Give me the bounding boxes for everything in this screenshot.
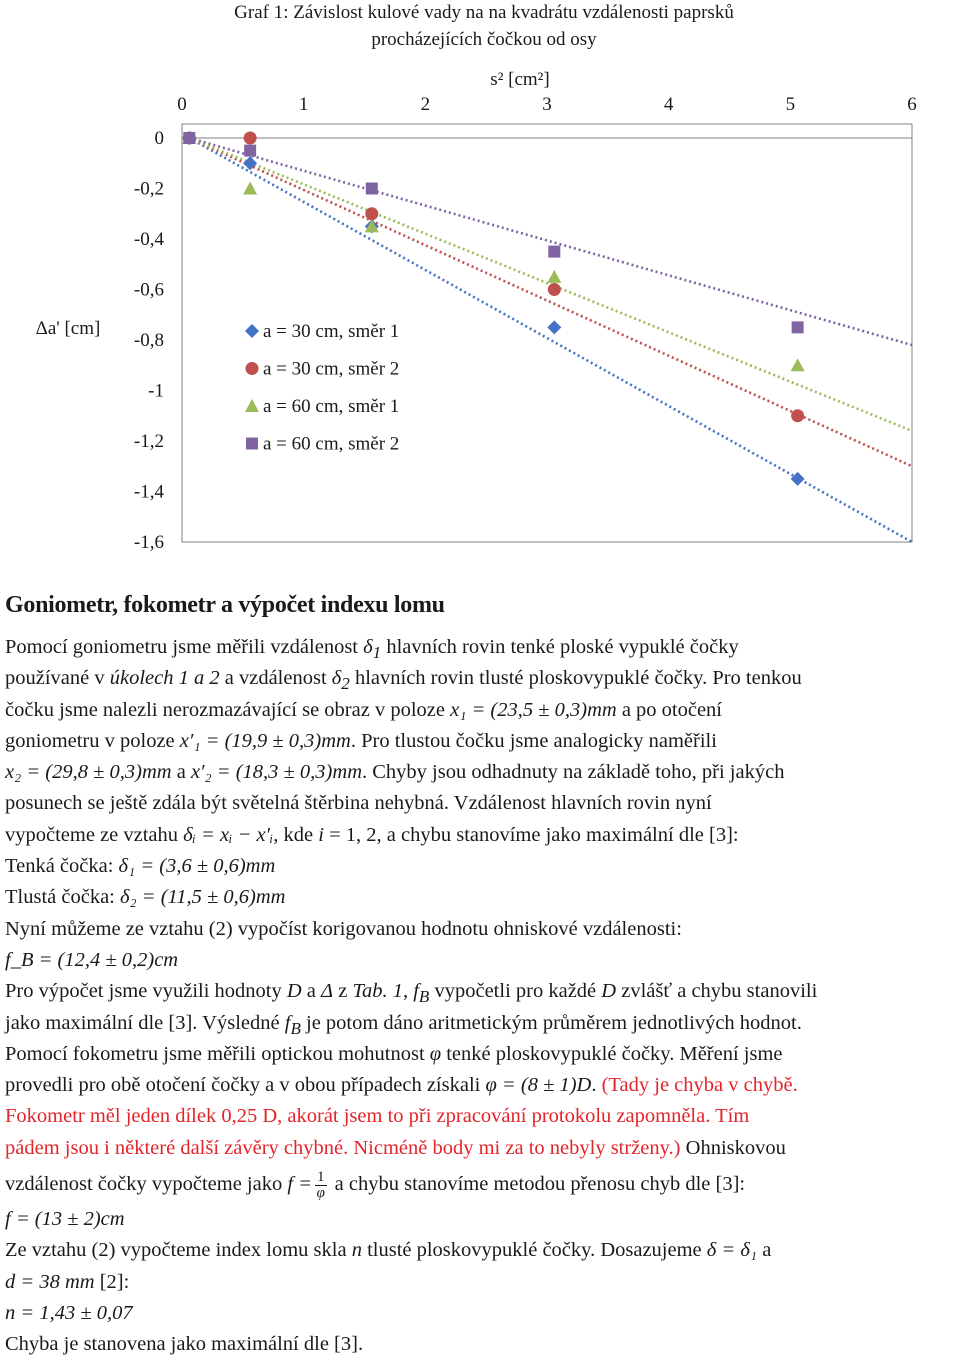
math-symbol: f <box>413 980 419 1003</box>
data-point-triangle <box>791 358 805 371</box>
x-tick-label: 2 <box>420 94 431 115</box>
text-line: posunech se ještě zdála být světelná štěrbina nehybná. Vzdálenost hlavních rovin nyní <box>5 792 712 815</box>
y-tick-label: -0,8 <box>133 330 164 351</box>
text-line: Nyní můžeme ze vztahu (2) vypočíst korigovanou hodnotu ohniskové vzdálenosti: <box>5 917 682 940</box>
text-run: Ohniskovou <box>680 1136 786 1159</box>
math-symbol: Δ <box>321 980 334 1003</box>
text-line <box>5 1039 960 1070</box>
y-tick-labels <box>134 128 165 553</box>
math-expression: f = (13 ± 2)cm <box>5 1208 125 1231</box>
text-line <box>5 1133 960 1164</box>
math-expression: n = 1,43 ± 0,07 <box>5 1301 133 1324</box>
text-run: . Chyby jsou odhadnuty na základě toho, při jakých <box>362 761 785 784</box>
emphasis-text: Tab. 1 <box>352 980 403 1003</box>
x-tick-label: 3 <box>542 94 552 115</box>
text-line <box>5 1298 960 1329</box>
text-line: Chyba je stanovena jako maximální dle [3]. <box>5 1333 364 1356</box>
chart-title-line-2: procházejících čočkou od osy <box>371 29 597 50</box>
text-run: Pro výpočet jsme využili hodnoty <box>5 980 287 1003</box>
math-expression: δᵢ = xᵢ − x′ᵢ <box>183 823 274 846</box>
math-symbol: n <box>351 1239 362 1262</box>
text-line <box>5 882 960 913</box>
fraction-denominator: φ <box>316 1184 325 1201</box>
text-run: tenké ploskovypuklé čočky. Měření jsme <box>441 1042 783 1065</box>
text-run: Pomocí fokometru jsme měřili optickou mohutnost <box>5 1042 430 1065</box>
text-run: Pomocí goniometru jsme měřili vzdálenost <box>5 636 364 658</box>
text-run: goniometru v poloze <box>5 729 180 752</box>
math-expression: δ₁ = (3,6 ± 0,6)mm <box>118 855 276 878</box>
text-run: , <box>402 980 414 1003</box>
legend-entry: a = 30 cm, směr 1 <box>263 321 400 342</box>
text-run: , kde <box>273 823 319 846</box>
legend-entry: a = 60 cm, směr 1 <box>263 396 400 417</box>
text-line <box>5 976 960 1007</box>
author-note: Fokometr měl jeden dílek 0,25 D, akorát jsem to při zpracování protokolu zapomněla. Tím <box>5 1105 750 1128</box>
math-symbol: f <box>284 1011 291 1034</box>
data-point-triangle <box>245 399 259 412</box>
y-axis-label: Δa' [cm] <box>35 318 101 339</box>
text-run: a po otočení <box>616 698 723 721</box>
math-symbol: δ <box>363 636 373 658</box>
text-line <box>5 757 960 788</box>
y-tick-label: 0 <box>154 128 164 149</box>
math-expression: f_B = (12,4 ± 0,2)cm <box>5 948 179 971</box>
math-expression: δ = δ₁ <box>706 1239 758 1262</box>
text-run: z <box>333 980 353 1003</box>
kulova-vada-chart <box>0 0 960 585</box>
math-expression: δ₂ = (11,5 ± 0,6)mm <box>119 886 286 909</box>
data-point-square <box>183 132 195 144</box>
x-tick-label: 1 <box>298 94 309 115</box>
math-expression: f = <box>287 1173 313 1196</box>
text-run: a vzdálenost <box>219 667 332 690</box>
math-symbol: D <box>286 980 302 1003</box>
data-point-square <box>548 246 560 258</box>
text-line <box>5 726 960 757</box>
text-run: Tlustá čočka: <box>5 886 120 909</box>
text-line <box>5 632 960 663</box>
math-expression: x₂ = (29,8 ± 0,3)mm <box>5 761 172 784</box>
text-run: . Pro tlustou čočku jsme analogicky naměřili <box>350 729 717 752</box>
data-point-circle <box>246 362 259 375</box>
math-expression: φ = (8 ± 1)D <box>485 1074 592 1097</box>
data-point-circle <box>791 409 804 422</box>
data-point-diamond <box>245 324 259 338</box>
data-point-triangle <box>243 182 257 195</box>
fraction <box>315 1170 327 1201</box>
text-run: . <box>591 1074 602 1097</box>
text-line <box>5 695 960 726</box>
y-tick-label: -1,4 <box>133 481 164 503</box>
x-tick-label: 4 <box>663 94 674 115</box>
data-point-triangle <box>547 270 561 283</box>
text-run: = 1, 2, a chybu stanovíme jako maximální dle [3]: <box>323 823 739 846</box>
y-tick-label: -0,2 <box>133 178 164 200</box>
math-subscript: 1 <box>372 643 382 663</box>
text-run: vypočetli pro každé <box>429 980 602 1003</box>
text-run: Ze vztahu (2) vypočteme index lomu skla <box>5 1239 352 1262</box>
text-run: a <box>171 761 191 784</box>
chart-legend <box>245 321 399 455</box>
text-run: [2]: <box>94 1270 130 1293</box>
text-line <box>5 1267 960 1298</box>
math-subscript: 2 <box>341 674 350 694</box>
data-point-circle <box>548 283 561 296</box>
trendline <box>189 138 912 345</box>
chart-title-line-1: Graf 1: Závislost kulové vady na na kvadrátu vzdálenosti paprsků <box>234 2 734 23</box>
y-tick-label: -1,2 <box>133 431 164 452</box>
legend-entry: a = 30 cm, směr 2 <box>263 358 400 380</box>
text-line <box>5 945 960 976</box>
text-run: čočku jsme nalezli nerozmazávající se obraz v poloze <box>5 698 451 721</box>
data-point-circle <box>244 132 257 145</box>
text-run: vzdálenost čočky vypočteme jako <box>5 1173 288 1196</box>
math-expression: x₁ = (23,5 ± 0,3)mm <box>450 698 617 721</box>
emphasis-text: úkolech 1 a 2 <box>109 667 220 690</box>
text-run: a <box>301 980 322 1003</box>
text-run: Tenká čočka: <box>5 855 119 878</box>
text-run: tlusté ploskovypuklé čočky. Dosazujeme <box>361 1239 707 1262</box>
text-line <box>5 851 960 882</box>
math-symbol: δ <box>331 667 342 690</box>
math-expression: d = 38 mm <box>5 1270 95 1293</box>
x-tick-label: 0 <box>177 94 187 115</box>
text-line <box>5 1235 960 1266</box>
text-line <box>5 1070 960 1101</box>
text-run: jako maximální dle [3]. Výsledné <box>5 1011 285 1034</box>
data-point-diamond <box>243 156 257 170</box>
text-run: zvlášť a chybu stanovili <box>616 980 818 1003</box>
y-tick-label: -1,6 <box>133 532 164 553</box>
text-run: hlavních rovin tenké ploské vypuklé čočky <box>381 636 739 658</box>
body-text <box>5 632 960 1361</box>
section-heading: Goniometr, fokometr a výpočet indexu lomu <box>5 592 445 618</box>
math-symbol: D <box>601 980 617 1003</box>
text-run: a <box>757 1239 772 1262</box>
legend-entry: a = 60 cm, směr 2 <box>263 433 400 455</box>
text-line <box>5 1164 960 1204</box>
author-note: pádem jsou i některé další závěry chybné. Nicméně body mi za to nebyly strženy.) <box>5 1136 681 1159</box>
math-subscript: B <box>418 987 430 1007</box>
data-point-square <box>246 438 258 450</box>
text-run: je potom dáno aritmetickým průměrem jednotlivých hodnot. <box>300 1011 802 1034</box>
x-tick-labels <box>177 94 917 115</box>
math-expression: x′₂ = (18,3 ± 0,3)mm <box>190 761 362 784</box>
y-tick-label: -0,6 <box>133 279 164 301</box>
y-tick-label: -1 <box>148 380 164 402</box>
text-run: provedli pro obě otočení čočky a v obou případech získali <box>5 1074 486 1097</box>
y-tick-label: -0,4 <box>133 229 164 250</box>
text-line <box>5 820 960 851</box>
math-symbol: φ <box>429 1042 442 1065</box>
text-run: používané v <box>5 667 110 690</box>
x-tick-label: 6 <box>907 94 917 115</box>
x-tick-label: 5 <box>785 94 796 115</box>
fraction-numerator: 1 <box>317 1168 325 1185</box>
math-symbol: i <box>318 823 324 846</box>
data-point-square <box>244 145 256 157</box>
math-expression: x′₁ = (19,9 ± 0,3)mm <box>179 729 351 752</box>
data-point-circle <box>365 207 378 220</box>
text-run: hlavních rovin tlusté ploskovypuklé čočky. Pro tenkou <box>349 667 802 690</box>
x-axis-label: s² [cm²] <box>490 69 550 90</box>
data-point-square <box>792 321 804 333</box>
text-line <box>5 1008 960 1039</box>
data-point-square <box>366 183 378 195</box>
text-line <box>5 1204 960 1235</box>
author-note: (Tady je chyba v chybě. <box>601 1074 798 1097</box>
math-subscript: B <box>290 1018 301 1038</box>
text-run: vypočteme ze vztahu <box>5 823 184 846</box>
data-point-diamond <box>547 320 561 334</box>
text-line <box>5 663 960 694</box>
text-run: a chybu stanovíme metodou přenosu chyb dle [3]: <box>329 1173 746 1196</box>
